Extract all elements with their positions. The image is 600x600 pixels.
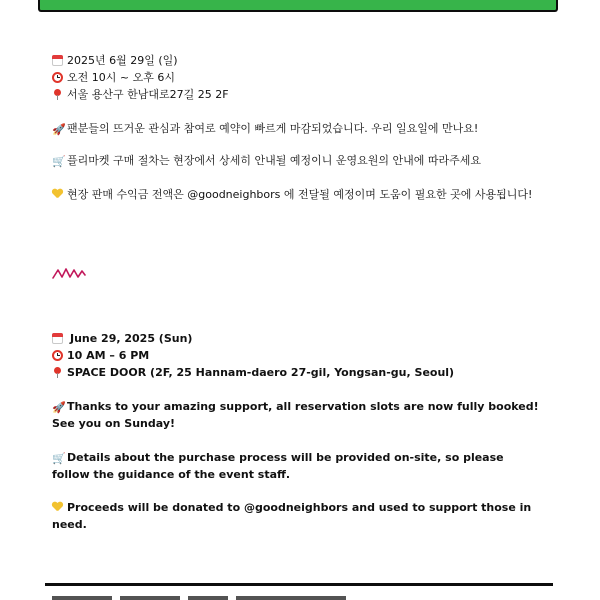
cart-icon: 🛒 [52,452,66,465]
korean-date: 2025년 6월 29일 (일) [67,54,178,67]
top-banner [38,0,558,12]
bottom-cutoff-text [52,596,542,600]
english-purchase-paragraph [52,449,544,483]
korean-purchase-text: 플리마켓 구매 절차는 현장에서 상세히 안내될 예정이니 운영요원의 안내에 따라주세요 [67,154,482,167]
cart-icon: 🛒 [52,155,66,168]
korean-time: 오전 10시 ~ 오후 6시 [67,71,175,84]
korean-proceeds-text: 현장 판매 수익금 전액은 @goodneighbors 에 전달될 예정이며 도움이 필요한 곳에 사용됩니다! [67,188,533,201]
korean-time-line [52,69,552,86]
rocket-icon: 🚀 [52,123,66,136]
english-proceeds-text: Proceeds will be donated to @goodneighbors and used to support those in need. [52,501,532,531]
korean-proceeds-paragraph [52,186,544,203]
pin-icon [52,367,63,378]
squiggle-divider-icon [52,266,86,282]
korean-date-line [52,52,552,69]
pin-icon [52,89,63,100]
korean-purchase-paragraph [52,152,544,169]
bottom-divider [45,583,553,586]
clock-icon [52,350,63,361]
english-date-line [52,330,552,347]
english-time-line [52,347,552,364]
yellow-heart-icon [52,501,63,512]
korean-booked-paragraph [52,120,544,137]
korean-location-line [52,86,552,103]
english-booked-text: Thanks to your amazing support, all reservation slots are now fully booked! See you on Sunday! [52,400,539,430]
english-purchase-text: Details about the purchase process will be provided on-site, so please follow the guidance of the event staff. [52,451,504,481]
english-booked-paragraph [52,398,544,432]
english-location-line [52,364,552,381]
korean-booked-text: 팬분들의 뜨거운 관심과 참여로 예약이 빠르게 마감되었습니다. 우리 일요일에 만나요! [67,122,479,135]
english-event-info [52,330,552,381]
yellow-heart-icon [52,188,63,199]
english-location: SPACE DOOR (2F, 25 Hannam-daero 27-gil, Yongsan-gu, Seoul) [67,366,455,379]
calendar-icon [52,333,63,344]
clock-icon [52,72,63,83]
rocket-icon: 🚀 [52,401,66,414]
english-proceeds-paragraph [52,499,544,533]
korean-location: 서울 용산구 한남대로27길 25 2F [67,88,229,101]
korean-event-info [52,52,552,103]
english-date: June 29, 2025 (Sun) [70,332,193,345]
english-time: 10 AM – 6 PM [67,349,150,362]
calendar-icon [52,55,63,66]
